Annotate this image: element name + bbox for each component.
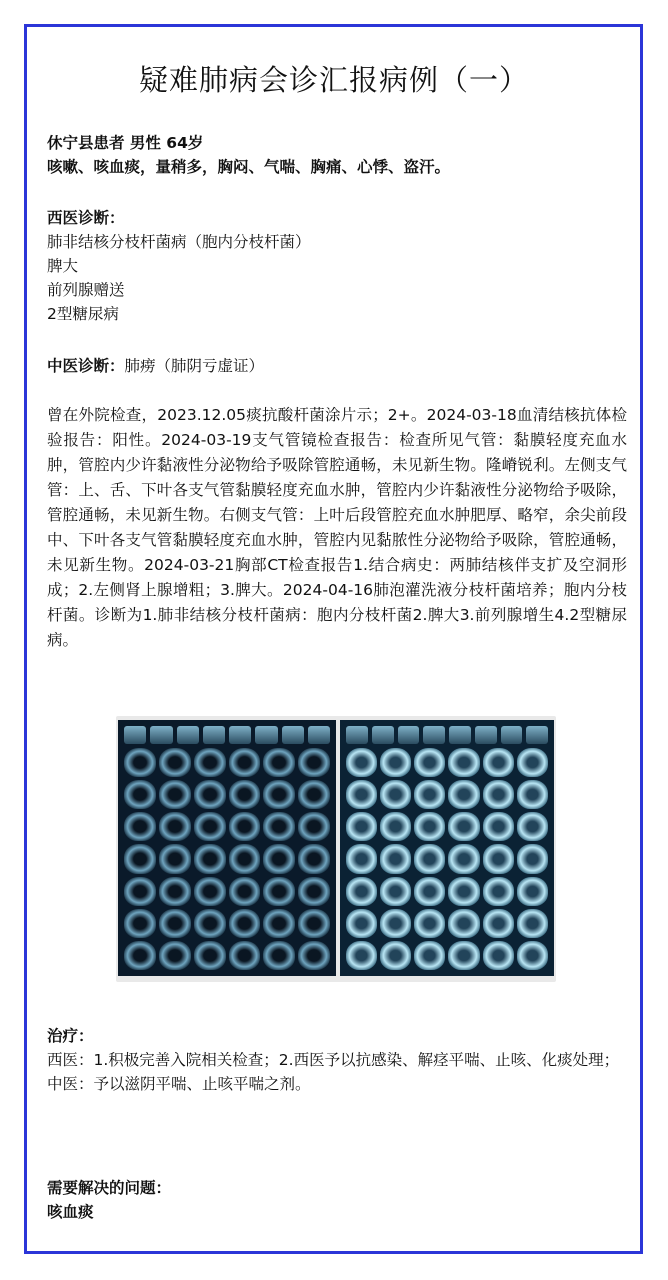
ct-slice bbox=[448, 909, 479, 938]
ct-film-lung-window bbox=[118, 720, 336, 976]
ct-slice bbox=[448, 844, 479, 873]
ct-slice bbox=[483, 748, 514, 777]
ct-slice bbox=[298, 844, 330, 873]
ct-film-mediastinal-window bbox=[340, 720, 554, 976]
tcm-diagnosis-section bbox=[47, 354, 627, 378]
ct-slice bbox=[380, 748, 411, 777]
ct-slice bbox=[194, 812, 226, 841]
ct-slice bbox=[229, 877, 261, 906]
ct-slice bbox=[483, 877, 514, 906]
western-diagnosis-item: 前列腺赠送 bbox=[47, 281, 125, 299]
medical-history: 曾在外院检查，2023.12.05痰抗酸杆菌涂片示；2+。2024-03-18血清结核抗体检验报告：阳性。2024-03-19支气管镜检查报告：检查所见气管：黏膜轻度充血水肿，管腔内少许黏液性分泌物给予吸除管腔通畅，未见新生物。隆嵴锐利。左侧支气管：上、舌、下叶各支气管黏膜轻度充血水肿，管腔内少许黏液性分泌物给予吸除，管腔通畅，未见新生物。右侧支气管：上叶后段管腔充血水肿肥厚、略窄，余尖前段中、下叶各支气管黏膜轻度充血水肿，管腔内见黏脓性分泌物给予吸除，管腔通畅，未见新生物。2024-03-21胸部CT检查报告1.结合病史：两肺结核伴支扩及空洞形成；2.左侧肾上腺增粗；3.脾大。2024-04-16肺泡灌洗液分枝杆菌培养；胞内分枝杆菌。诊断为1.肺非结核分枝杆菌病：胞内分枝杆菌2.脾大3.前列腺增生4.2型糖尿病。 bbox=[47, 406, 627, 649]
ct-slice bbox=[414, 780, 445, 809]
ct-slice bbox=[346, 780, 377, 809]
ct-slice bbox=[194, 941, 226, 970]
ct-slice bbox=[263, 748, 295, 777]
ct-slice bbox=[194, 877, 226, 906]
patient-section bbox=[47, 131, 627, 179]
western-diagnosis-section bbox=[47, 206, 627, 326]
treatment-western: 西医：1.积极完善入院相关检查；2.西医予以抗感染、解痉平喘、止咳、化痰处理； bbox=[47, 1051, 620, 1069]
patient-info: 休宁县患者 男性 64岁 bbox=[47, 134, 204, 152]
ct-slice bbox=[414, 877, 445, 906]
ct-slice bbox=[229, 748, 261, 777]
ct-slice bbox=[263, 909, 295, 938]
ct-slice bbox=[380, 844, 411, 873]
problem-section bbox=[47, 1176, 627, 1224]
ct-slice bbox=[263, 844, 295, 873]
ct-slice bbox=[380, 780, 411, 809]
ct-scan-image bbox=[116, 716, 556, 982]
ct-slice bbox=[159, 780, 191, 809]
ct-slice bbox=[298, 812, 330, 841]
ct-slice bbox=[517, 909, 548, 938]
ct-slice bbox=[159, 844, 191, 873]
ct-slice bbox=[298, 748, 330, 777]
ct-slice bbox=[483, 812, 514, 841]
ct-slice bbox=[298, 877, 330, 906]
ct-slice bbox=[517, 780, 548, 809]
ct-slice bbox=[517, 941, 548, 970]
ct-slice bbox=[229, 844, 261, 873]
ct-slice bbox=[263, 877, 295, 906]
ct-slice bbox=[414, 812, 445, 841]
tcm-diagnosis-heading: 中医诊断： bbox=[47, 357, 125, 375]
ct-slice bbox=[448, 812, 479, 841]
ct-slice bbox=[298, 780, 330, 809]
ct-slice bbox=[124, 877, 156, 906]
ct-slice bbox=[346, 844, 377, 873]
ct-slice bbox=[483, 941, 514, 970]
ct-slice bbox=[124, 909, 156, 938]
treatment-heading: 治疗： bbox=[47, 1027, 94, 1045]
ct-slice bbox=[159, 748, 191, 777]
ct-slice bbox=[517, 748, 548, 777]
ct-slice bbox=[124, 780, 156, 809]
ct-slice bbox=[263, 780, 295, 809]
ct-slice bbox=[124, 844, 156, 873]
ct-slice bbox=[263, 941, 295, 970]
ct-slice bbox=[346, 909, 377, 938]
ct-slice bbox=[124, 812, 156, 841]
problem-heading: 需要解决的问题： bbox=[47, 1179, 172, 1197]
ct-slice bbox=[263, 812, 295, 841]
ct-slice bbox=[448, 780, 479, 809]
ct-slice bbox=[298, 941, 330, 970]
ct-slice bbox=[229, 812, 261, 841]
western-diagnosis-item: 肺非结核分枝杆菌病（胞内分枝杆菌） bbox=[47, 233, 311, 251]
western-diagnosis-item: 脾大 bbox=[47, 257, 79, 275]
tcm-diagnosis-value: 肺痨（肺阴亏虚证） bbox=[124, 357, 265, 375]
ct-slice bbox=[414, 748, 445, 777]
ct-slice bbox=[159, 812, 191, 841]
ct-slice bbox=[380, 812, 411, 841]
ct-slice bbox=[380, 941, 411, 970]
ct-slice bbox=[229, 909, 261, 938]
ct-slice bbox=[380, 877, 411, 906]
ct-slice bbox=[124, 748, 156, 777]
ct-slice bbox=[159, 909, 191, 938]
ct-slice bbox=[229, 941, 261, 970]
problem-value: 咳血痰 bbox=[47, 1203, 94, 1221]
ct-slice bbox=[194, 748, 226, 777]
ct-slice bbox=[414, 909, 445, 938]
ct-slice bbox=[124, 941, 156, 970]
ct-slice bbox=[448, 941, 479, 970]
ct-slice bbox=[194, 780, 226, 809]
ct-slice bbox=[346, 748, 377, 777]
patient-symptoms: 咳嗽、咳血痰，量稍多，胸闷、气喘、胸痛、心悸、盗汗。 bbox=[47, 158, 451, 176]
ct-slice bbox=[483, 909, 514, 938]
ct-slice bbox=[414, 844, 445, 873]
ct-slice bbox=[414, 941, 445, 970]
ct-slice bbox=[298, 909, 330, 938]
ct-slice bbox=[346, 941, 377, 970]
ct-slice bbox=[517, 877, 548, 906]
ct-slice bbox=[159, 877, 191, 906]
ct-slice bbox=[517, 812, 548, 841]
western-diagnosis-heading: 西医诊断： bbox=[47, 209, 125, 227]
ct-slice bbox=[517, 844, 548, 873]
ct-slice bbox=[346, 877, 377, 906]
ct-slice bbox=[346, 812, 377, 841]
ct-slice bbox=[229, 780, 261, 809]
western-diagnosis-item: 2型糖尿病 bbox=[47, 305, 119, 323]
treatment-tcm: 中医：予以滋阴平喘、止咳平喘之剂。 bbox=[47, 1075, 311, 1093]
ct-slice bbox=[483, 844, 514, 873]
ct-slice bbox=[448, 748, 479, 777]
ct-slice bbox=[483, 780, 514, 809]
ct-slice bbox=[194, 844, 226, 873]
ct-slice bbox=[380, 909, 411, 938]
ct-slice bbox=[159, 941, 191, 970]
ct-slice bbox=[194, 909, 226, 938]
ct-slice bbox=[448, 877, 479, 906]
treatment-section bbox=[47, 1024, 627, 1096]
page-title: 疑难肺病会诊汇报病例（一） bbox=[138, 63, 529, 97]
